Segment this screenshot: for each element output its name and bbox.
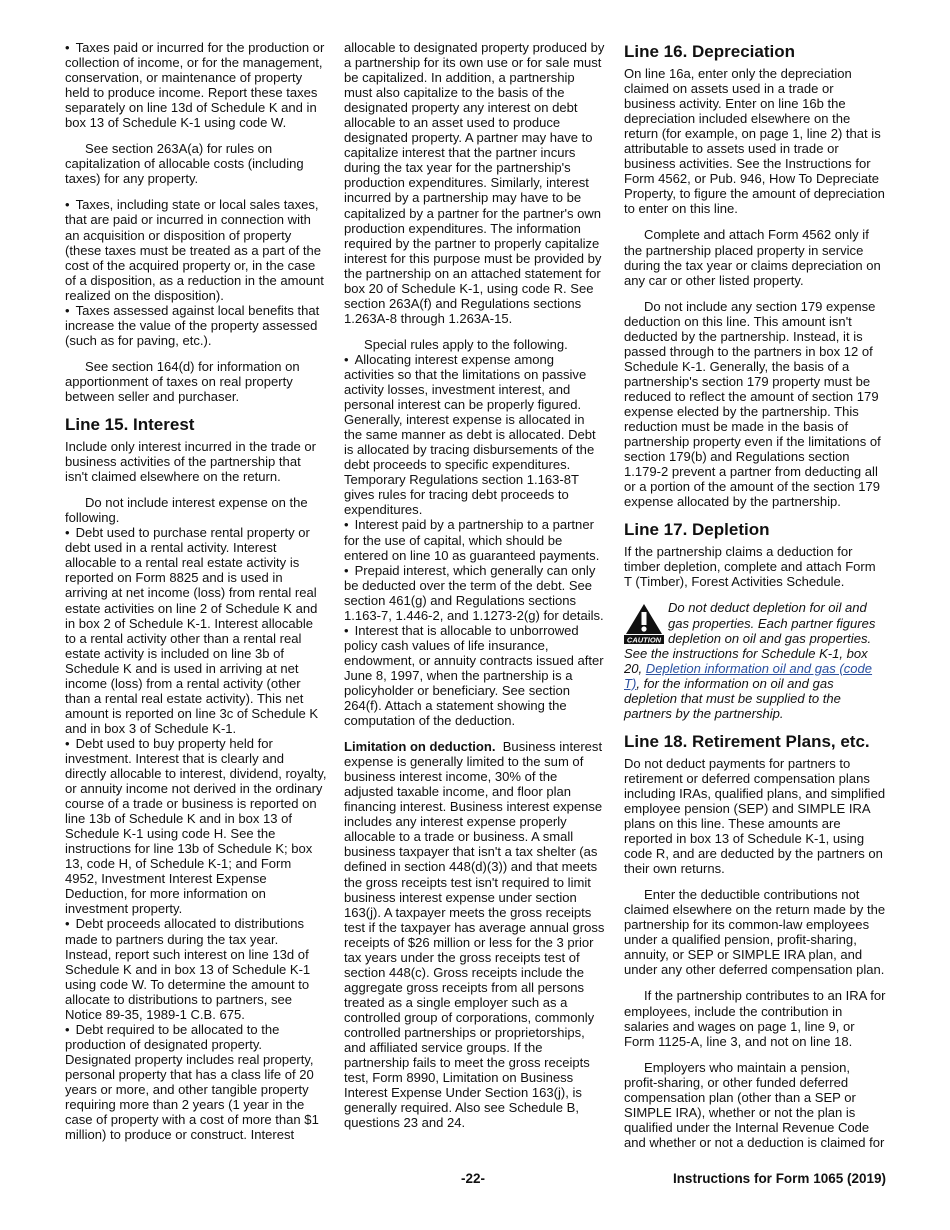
paragraph-do-not-deduct: Do not deduct payments for partners to retirement or deferred compensation plans including IRAs, qualified plans, and simplified employee pension (SEP) and SIMPLE IRA plans on this line. These amounts are reported in box 13 of Schedule K-1, using code R, and are deducted by the partners on their own returns.	[624, 755, 886, 877]
paragraph-16a: On line 16a, enter only the depreciation claimed on assets used in a trade or business activity. Enter on line 16b the depreciation included elsewhere on the return (for example, on page 1, line 2) that is attributable to assets used in trade or business activities. See the Instructions for Form 4562, or Pub. 946, How To Depreciate Property, to figure the amount of depreciation to enter on this line.	[624, 66, 885, 217]
paragraph-timber: If the partnership claims a deduction for timber depletion, complete and attach Form T (Timber), Forest Activities Schedule.	[624, 544, 876, 590]
caution-text-2: , for the information on oil and gas depletion that must be supplied to the partners by the partnership.	[624, 675, 841, 721]
caution-label: CAUTION	[626, 635, 662, 645]
bullet-prepaid: • Prepaid interest, which generally can only be deducted over the term of the debt. See section 461(g) and Regulations sections 1.163-7, 1.446-2, and 1.1273-2(g) for details.	[344, 563, 606, 623]
paragraph-employers: Employers who maintain a pension, profit-sharing, or other funded deferred compensation plan (other than a SEP or SIMPLE IRA), whether or not the plan is qualified under the Internal Revenue Code and whether or not a deduction is claimed for	[624, 1059, 885, 1150]
bullet-taxes-production: • Taxes paid or incurred for the production or collection of income, or for the management, conservation, or maintenance of property held to produce income. Report these taxes separately on line 13d of Schedule K and in box 13 of Schedule K-1 using code W.	[65, 40, 327, 130]
column-middle	[344, 40, 606, 1141]
bullet-local-benefits: • Taxes assessed against local benefits that increase the value of the property assessed (such as for paving, etc.).	[65, 303, 327, 348]
column-right	[624, 40, 886, 1161]
limitation-lead: Limitation on deduction.	[344, 739, 496, 755]
caution-box	[624, 600, 886, 720]
bullet-allocating: • Allocating interest expense among activities so that the limitations on passive activity losses, investment interest, and personal interest can be properly figured. Generally, interest expense is allocated in the same manner as debt is allocated. Debt is allocated by tracing disbursements of the debt proceeds to specific expenditures. Temporary Regulations section 1.163-8T gives rules for tracing debt proceeds to expenditures.	[344, 352, 606, 518]
page-number: -22-	[461, 1171, 486, 1186]
paragraph-special-rules: Special rules apply to the following.	[364, 336, 568, 352]
bullet-rental: • Debt used to purchase rental property or debt used in a rental activity. Interest allocable to a rental real estate activity is reported on Form 8825 and is used in arriving at net income (loss) from rental real estate activities on line 2 of Schedule K and in box 2 of Schedule K-1. Interest allocable to a rental activity other than a rental real estate activity is included on line 3b of Schedule K and is used in arriving at net income (loss) from a rental activity (other than a rental real estate activity). This net amount is reported on line 3c of Schedule K and in box 3 of Schedule K-1.	[65, 525, 327, 736]
heading-line-15: Line 15. Interest	[65, 415, 195, 435]
bullet-paid-partner: • Interest paid by a partnership to a partner for the use of capital, which should be entered on line 10 as guaranteed payments.	[344, 517, 606, 562]
paragraph-do-not-include: Do not include interest expense on the following.	[65, 495, 308, 526]
paragraph-section-179: Do not include any section 179 expense deduction on this line. This amount isn't deducted by the partnership. Instead, it is passed through to the partners in box 12 of Schedule K-1. Generally, the basis of a partnership's section 179 property must be reduced to reflect the amount of section 179 expense elected by the partnership. This reduction must be made in the basis of partnership property even if the limitations of section 179(b) and Regulations section 1.179-2 prevent a partner from deducting all or a portion of the amount of the section 179 expense allocated by the partnership.	[624, 298, 881, 510]
paragraph-limitation	[344, 739, 606, 1130]
paragraph-enter-deductible: Enter the deductible contributions not claimed elsewhere on the return made by the partnership for its common-law employees under a qualified pension, profit-sharing, annuity, or SEP or SIMPLE IRA plan, and under any other deferred compensation plan.	[624, 887, 886, 978]
paragraph-capitalize-cont: allocable to designated property produced by a partnership for its own use or for sale must be capitalized. In addition, a partnership must also capitalize to the basis of the designated property any interest on debt allocable to an asset used to produce designated property. A partner may have to capitalize interest that the partner incurs during the tax year for the partnership's production expenditures. Similarly, interest incurred by a partnership may have to be capitalized by a partner for the partner's own production expenditures. The information required by the partner to properly capitalize interest for this purpose must be provided by the partnership on an attached statement for box 20 of Schedule K-1, using code R. See section 263A(f) and Regulations sections 1.263A-8 through 1.263A-15.	[344, 40, 605, 326]
heading-line-18: Line 18. Retirement Plans, etc.	[624, 731, 870, 751]
paragraph-ira: If the partnership contributes to an IRA for employees, include the contribution in salaries and wages on page 1, line 9, or Form 1125-A, line 3, and not on line 18.	[624, 988, 886, 1049]
depletion-code-t-link[interactable]: Depletion information oil and gas (code T)	[624, 660, 873, 691]
caution-text-1: Do not deduct depletion for oil and gas properties. Each partner figures depletion on oil and gas properties. See the instructions for Schedule K-1, box 20,	[624, 600, 876, 676]
bullet-sales-taxes: • Taxes, including state or local sales taxes, that are paid or incurred in connection with an acquisition or disposition of property (these taxes must be treated as a part of the cost of the acquired property or, in the case of a disposition, as a reduction in the amount realized on the disposition).	[65, 197, 327, 302]
bullet-investment: • Debt used to buy property held for investment. Interest that is clearly and directly allocable to interest, dividend, royalty, or annuity income not derived in the ordinary course of a trade or business is reported on line 13b of Schedule K and in box 13 of Schedule K-1 using code H. See the instructions for line 13b of Schedule K; box 13, code H, of Schedule K-1; and Form 4952, Investment Interest Expense Deduction, for more information on investment property.	[65, 736, 327, 917]
bullet-unborrowed: • Interest that is allocable to unborrowed policy cash values of life insurance, endowment, or annuity contracts issued after June 8, 1997, when the partnership is a policyholder or beneficiary. See section 264(f). Attach a statement showing the computation of the deduction.	[344, 623, 606, 728]
bullet-distributions: • Debt proceeds allocated to distributions made to partners during the tax year. Instead, report such interest on line 13d of Schedule K and in box 13 of Schedule K-1 using code W. To determine the amount to allocate to distributions to partners, see Notice 89-35, 1989-1 C.B. 675.	[65, 916, 327, 1021]
paragraph-include-interest: Include only interest incurred in the trade or business activities of the partnership that isn't claimed elsewhere on the return.	[65, 439, 316, 485]
paragraph-164d: See section 164(d) for information on apportionment of taxes on real property between seller and purchaser.	[65, 358, 300, 404]
paragraph-form-4562: Complete and attach Form 4562 only if the partnership placed property in service during the tax year or claims depreciation on any car or other listed property.	[624, 227, 881, 288]
heading-line-17: Line 17. Depletion	[624, 520, 770, 540]
paragraph-263a: See section 263A(a) for rules on capitalization of allocable costs (including taxes) for any property.	[65, 141, 304, 187]
limitation-text: Business interest expense is generally limited to the sum of business interest income, 30% of the adjusted taxable income, and floor plan financing interest. Business interest expense includes any interest expense properly allocable to a trade or business. A small business taxpayer that isn't a tax shelter (as defined in section 448(d)(3)) and that meets the gross receipts test isn't required to limit business interest expense under section 163(j). A taxpayer meets the gross receipts test if the taxpayer has average annual gross receipts of $26 million or less for the 3 prior tax years under the gross receipts test of section 448(c). Gross receipts include the aggregate gross receipts from all persons treated as a single employer such as a controlled group of corporations, commonly controlled partnerships or proprietorships, and affiliated service groups. If the partnership fails to meet the gross receipts test, Form 8990, Limitation on Business Interest Expense Under Section 163(j), is generally required. Also see Schedule B, questions 23 and 24.	[344, 739, 605, 1131]
caution-icon	[624, 602, 664, 644]
form-name: Instructions for Form 1065 (2019)	[672, 1171, 886, 1186]
column-left	[65, 40, 327, 1142]
bullet-designated: • Debt required to be allocated to the production of designated property. Designated property includes real property, personal property that has a class life of 20 years or more, and other tangible property requiring more than 2 years (1 year in the case of property with a cost of more than $1 million) to produce or construct. Interest	[65, 1022, 327, 1142]
heading-line-16: Line 16. Depreciation	[624, 42, 795, 61]
